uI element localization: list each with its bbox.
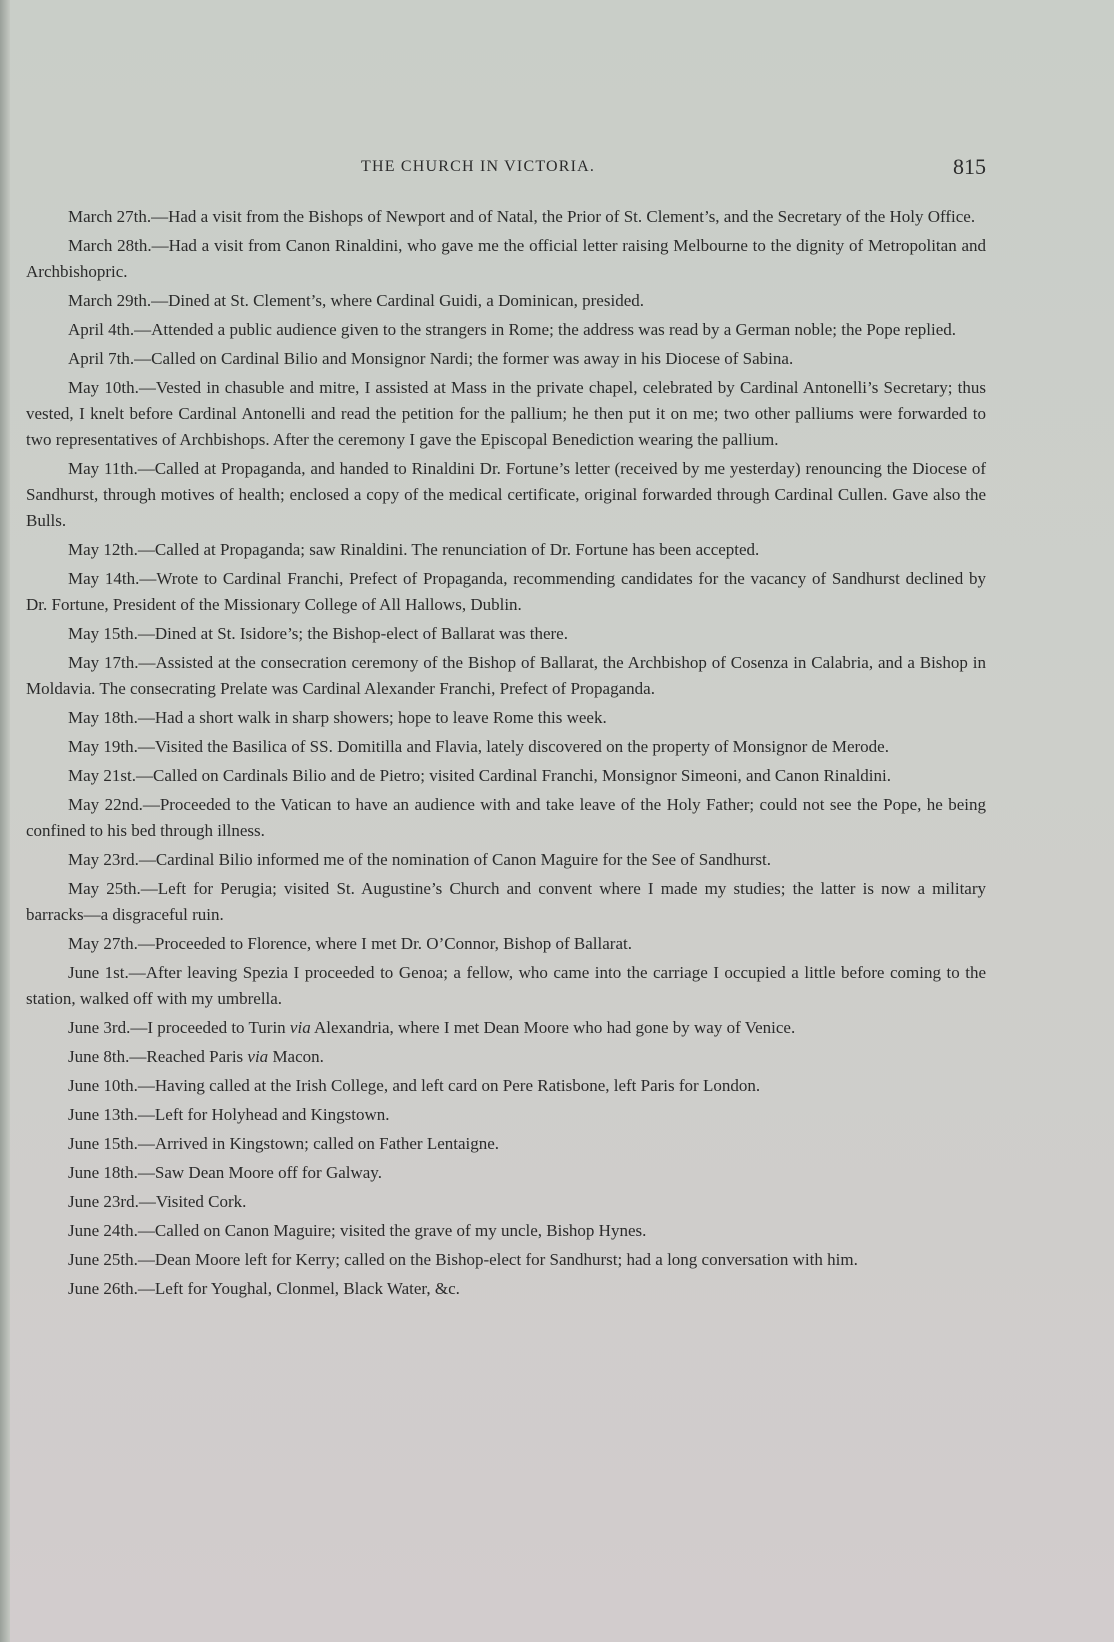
diary-entry: May 19th.—Visited the Basilica of SS. Domitilla and Flavia, lately discovered on the property of Monsignor de Merode.: [68, 737, 889, 756]
diary-entry: May 27th.—Proceeded to Florence, where I met Dr. O’Connor, Bishop of Ballarat.: [68, 934, 632, 953]
running-title: THE CHURCH IN VICTORIA.: [361, 158, 596, 175]
entry-text: Alexandria, where I met Dean Moore who had gone by way of Venice.: [310, 1018, 796, 1037]
diary-entry: [26, 1044, 986, 1070]
diary-entry: April 7th.—Called on Cardinal Bilio and Monsignor Nardi; the former was away in his Diocese of Sabina.: [68, 349, 794, 368]
diary-entry: [26, 1015, 986, 1041]
diary-entry: June 18th.—Saw Dean Moore off for Galway.: [68, 1163, 382, 1182]
diary-entry: June 10th.—Having called at the Irish College, and left card on Pere Ratisbone, left Paris for London.: [68, 1076, 761, 1095]
diary-entries: [26, 204, 986, 1302]
diary-entry: May 17th.—Assisted at the consecration ceremony of the Bishop of Ballarat, the Archbishop of Cosenza in Calabria, and a Bishop in Moldavia. The consecrating Prelate was Cardinal Alexander Franchi, Prefect of Propaganda.: [26, 653, 986, 698]
entry-italic: via: [247, 1047, 269, 1066]
diary-entry: June 23rd.—Visited Cork.: [68, 1192, 247, 1211]
diary-entry: May 12th.—Called at Propaganda; saw Rinaldini. The renunciation of Dr. Fortune has been accepted.: [68, 540, 760, 559]
diary-entry: June 25th.—Dean Moore left for Kerry; called on the Bishop-elect for Sandhurst; had a long conversation with him.: [68, 1250, 858, 1269]
entry-text: June 3rd.—I proceeded to Turin: [68, 1018, 290, 1037]
diary-entry: June 24th.—Called on Canon Maguire; visited the grave of my uncle, Bishop Hynes.: [68, 1221, 647, 1240]
running-head: [26, 150, 986, 186]
diary-entry: May 23rd.—Cardinal Bilio informed me of the nomination of Canon Maguire for the See of Sandhurst.: [68, 850, 772, 869]
diary-entry: June 13th.—Left for Holyhead and Kingstown.: [68, 1105, 390, 1124]
diary-entry: April 4th.—Attended a public audience given to the strangers in Rome; the address was read by a German noble; the Pope replied.: [68, 320, 956, 339]
diary-entry: May 10th.—Vested in chasuble and mitre, I assisted at Mass in the private chapel, celebrated by Cardinal Antonelli’s Secretary; thus vested, I knelt before Cardinal Antonelli and read the petition for the pallium; he then put it on me; two other palliums were forwarded to two representatives of Archbishops. After the ceremony I gave the Episcopal Benediction wearing the pallium.: [26, 378, 986, 449]
diary-entry: March 28th.—Had a visit from Canon Rinaldini, who gave me the official letter raising Melbourne to the dignity of Metropolitan and Archbishopric.: [26, 236, 986, 281]
diary-entry: May 25th.—Left for Perugia; visited St. Augustine’s Church and convent where I made my studies; the latter is now a military barracks—a disgraceful ruin.: [26, 879, 986, 924]
entry-text: Macon.: [268, 1047, 324, 1066]
diary-entry: May 14th.—Wrote to Cardinal Franchi, Prefect of Propaganda, recommending candidates for the vacancy of Sandhurst declined by Dr. Fortune, President of the Missionary College of All Hallows, Dublin.: [26, 569, 986, 614]
entry-text: June 8th.—Reached Paris: [68, 1047, 248, 1066]
page-edge: [0, 0, 10, 1642]
diary-entry: May 15th.—Dined at St. Isidore’s; the Bishop-elect of Ballarat was there.: [68, 624, 568, 643]
diary-entry: May 22nd.—Proceeded to the Vatican to have an audience with and take leave of the Holy Father; could not see the Pope, he being confined to his bed through illness.: [26, 795, 986, 840]
diary-entry: May 21st.—Called on Cardinals Bilio and de Pietro; visited Cardinal Franchi, Monsignor Simeoni, and Canon Rinaldini.: [68, 766, 891, 785]
diary-entry: June 15th.—Arrived in Kingstown; called on Father Lentaigne.: [68, 1134, 500, 1153]
book-page: [26, 150, 986, 1305]
entry-italic: via: [289, 1018, 311, 1037]
diary-entry: March 29th.—Dined at St. Clement’s, where Cardinal Guidi, a Dominican, presided.: [68, 291, 644, 310]
diary-entry: March 27th.—Had a visit from the Bishops of Newport and of Natal, the Prior of St. Clement’s, and the Secretary of the Holy Office.: [68, 207, 976, 226]
diary-entry: May 18th.—Had a short walk in sharp showers; hope to leave Rome this week.: [68, 708, 607, 727]
diary-entry: May 11th.—Called at Propaganda, and handed to Rinaldini Dr. Fortune’s letter (received by me yesterday) renouncing the Diocese of Sandhurst, through motives of health; enclosed a copy of the medical certificate, original forwarded through Cardinal Cullen. Gave also the Bulls.: [26, 459, 986, 530]
page-number: 815: [953, 154, 986, 179]
diary-entry: June 1st.—After leaving Spezia I proceeded to Genoa; a fellow, who came into the carriage I occupied a little before coming to the station, walked off with my umbrella.: [26, 963, 986, 1008]
diary-entry: June 26th.—Left for Youghal, Clonmel, Black Water, &c.: [68, 1279, 460, 1298]
